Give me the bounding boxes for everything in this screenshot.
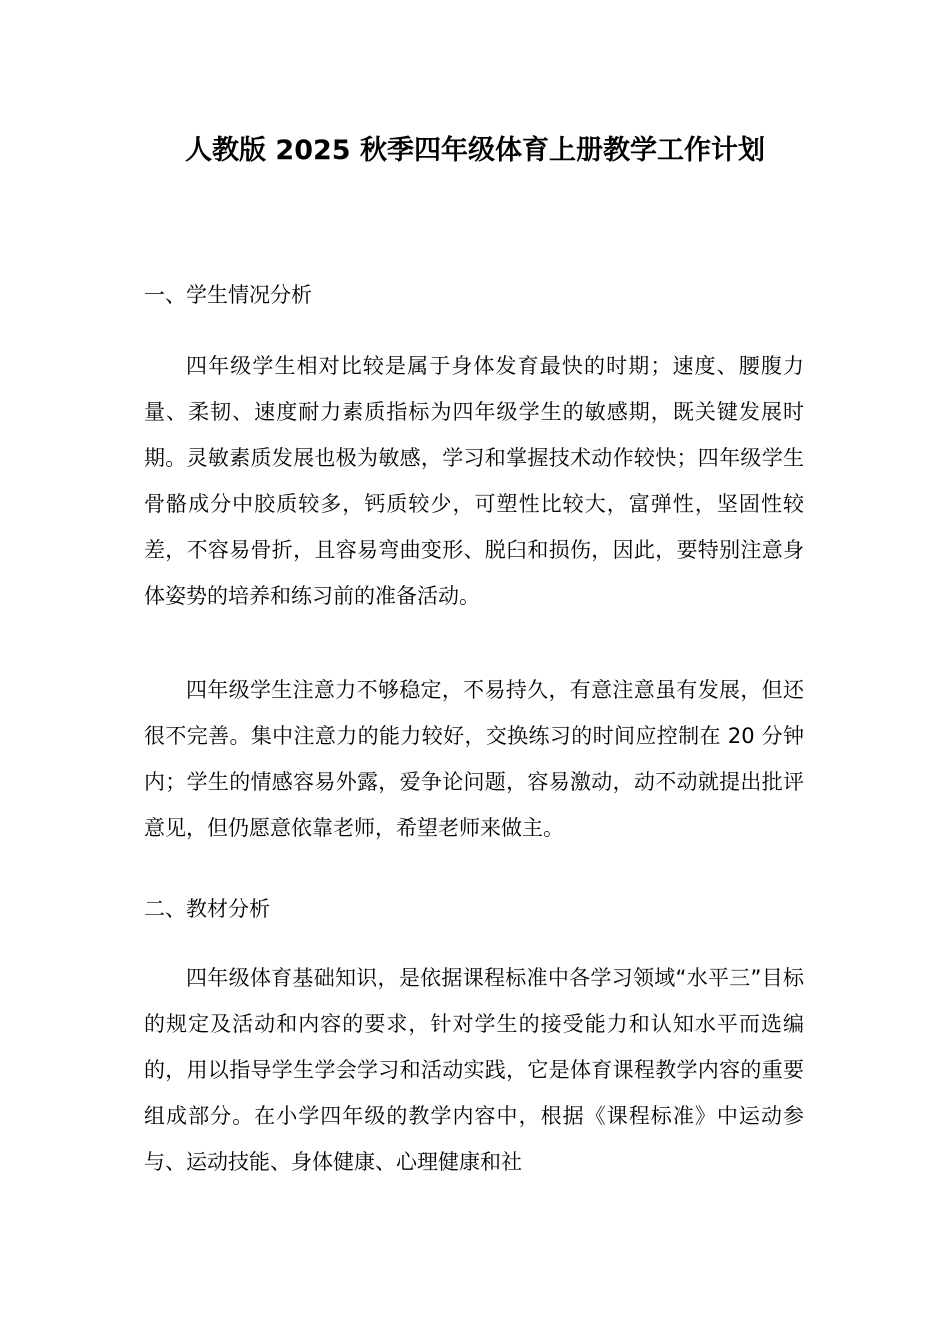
section-heading-textbook-analysis: 二、教材分析 bbox=[144, 897, 270, 921]
section-heading-student-analysis: 一、学生情况分析 bbox=[144, 283, 312, 307]
document-title: 人教版 2025 秋季四年级体育上册教学工作计划 bbox=[185, 135, 765, 166]
paragraph-physical-development: 四年级学生相对比较是属于身体发育最快的时期；速度、腰腹力量、柔韧、速度耐力素质指标为四年级学生的敏感期，既关键发展时期。灵敏素质发展也极为敏感，学习和掌握技术动作较快；四年级学生骨骼成分中胶质较多，钙质较少，可塑性比较大，富弹性，坚固性较差，不容易骨折，且容易弯曲变形、脱臼和损伤，因此，要特别注意身体姿势的培养和练习前的准备活动。 bbox=[144, 354, 804, 608]
paragraph-textbook-content: 四年级体育基础知识，是依据课程标准中各学习领域“水平三”目标的规定及活动和内容的要求，针对学生的接受能力和认知水平而选编的，用以指导学生学会学习和活动实践，它是体育课程教学内容的重要组成部分。在小学四年级的教学内容中，根据《课程标准》中运动参与、运动技能、身体健康、心理健康和社 bbox=[144, 966, 804, 1174]
paragraph-attention-emotion: 四年级学生注意力不够稳定，不易持久，有意注意虽有发展，但还很不完善。集中注意力的能力较好，交换练习的时间应控制在 20 分钟内；学生的情感容易外露，爱争论问题，容易激动，动不动就提出批评意见，但仍愿意依靠老师，希望老师来做主。 bbox=[144, 678, 804, 840]
